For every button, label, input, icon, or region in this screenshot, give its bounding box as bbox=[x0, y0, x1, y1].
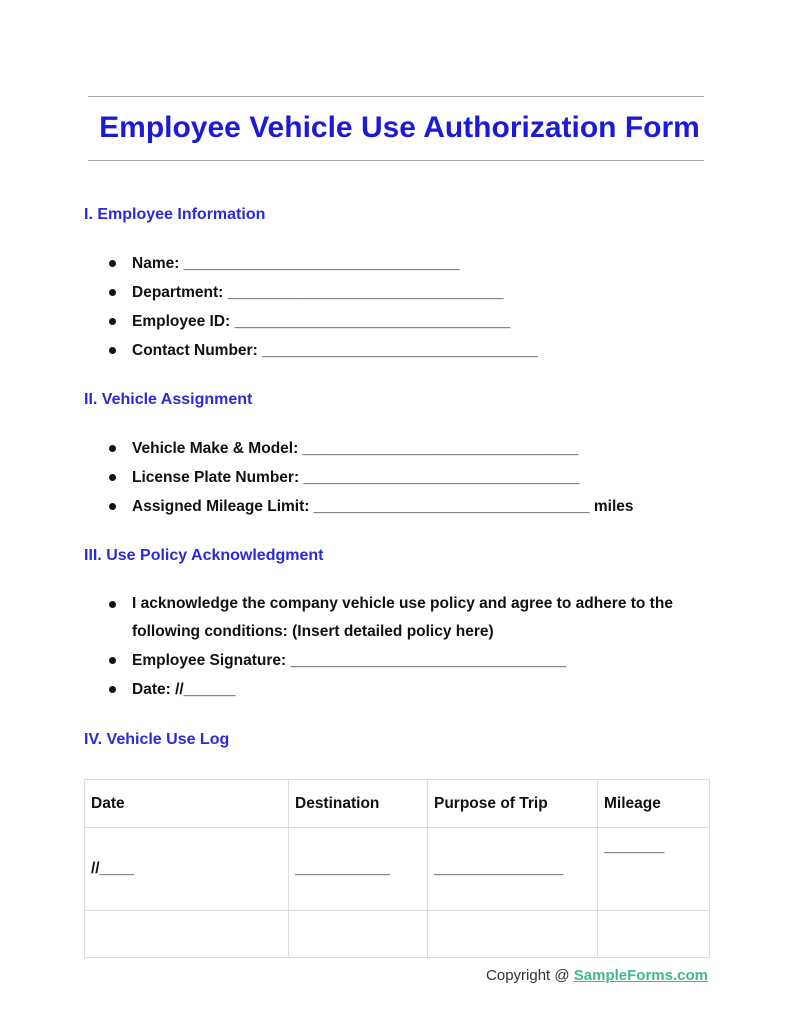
table-cell: _______________ bbox=[428, 828, 598, 911]
field-name: Name: ________________________________ bbox=[132, 255, 460, 272]
table-cell: //____ bbox=[85, 828, 289, 911]
bullet-icon bbox=[109, 686, 116, 693]
table-row bbox=[85, 911, 710, 958]
title-top-rule bbox=[88, 96, 704, 97]
field-vehicle-make-model: Vehicle Make & Model: ________________________________ bbox=[132, 440, 579, 457]
bullet-icon bbox=[109, 289, 116, 296]
vehicle-assignment-list bbox=[84, 434, 704, 521]
field-contact-number: Contact Number: ________________________________ bbox=[132, 342, 538, 359]
bullet-icon bbox=[109, 503, 116, 510]
brand-link[interactable]: SampleForms.com bbox=[573, 967, 708, 984]
page-title: Employee Vehicle Use Authorization Form bbox=[99, 111, 700, 144]
field-license-plate: License Plate Number: ________________________________ bbox=[132, 469, 580, 486]
title-bottom-rule bbox=[88, 160, 704, 161]
bullet-icon bbox=[109, 347, 116, 354]
copyright-footer bbox=[486, 966, 708, 986]
table-cell bbox=[289, 911, 428, 958]
field-employee-signature: Employee Signature: ________________________________ bbox=[132, 652, 567, 669]
table-row bbox=[85, 828, 710, 911]
field-employee-id: Employee ID: ________________________________ bbox=[132, 313, 511, 330]
bullet-icon bbox=[109, 318, 116, 325]
vehicle-use-log-table bbox=[84, 779, 710, 958]
employee-information-list bbox=[84, 249, 704, 365]
list-item bbox=[84, 434, 704, 463]
section-heading-vehicle-use-log: IV. Vehicle Use Log bbox=[84, 731, 230, 748]
section-heading-vehicle-assignment: II. Vehicle Assignment bbox=[84, 391, 253, 408]
section-heading-use-policy: III. Use Policy Acknowledgment bbox=[84, 547, 324, 564]
list-item bbox=[84, 675, 704, 704]
copyright-prefix: Copyright @ bbox=[486, 967, 574, 984]
list-item bbox=[84, 492, 704, 521]
list-item bbox=[84, 307, 704, 336]
section-heading-employee-information: I. Employee Information bbox=[84, 206, 266, 223]
column-header-date: Date bbox=[85, 780, 289, 828]
table-cell bbox=[85, 911, 289, 958]
column-header-mileage: Mileage bbox=[598, 780, 710, 828]
column-header-destination: Destination bbox=[289, 780, 428, 828]
list-item bbox=[84, 249, 704, 278]
column-header-purpose: Purpose of Trip bbox=[428, 780, 598, 828]
policy-acknowledgment-text: I acknowledge the company vehicle use policy and agree to adhere to the following conditions: (Insert detailed policy here) bbox=[132, 595, 673, 640]
table-header-row bbox=[85, 780, 710, 828]
list-item bbox=[84, 336, 704, 365]
bullet-icon bbox=[109, 260, 116, 267]
list-item bbox=[84, 278, 704, 307]
field-date: Date: //______ bbox=[132, 681, 236, 698]
table-cell bbox=[428, 911, 598, 958]
table-cell: ___________ bbox=[289, 828, 428, 911]
bullet-icon bbox=[109, 601, 116, 608]
table-cell bbox=[598, 911, 710, 958]
list-item bbox=[84, 590, 704, 646]
table-cell: _______ bbox=[598, 828, 710, 911]
field-department: Department: ________________________________ bbox=[132, 284, 504, 301]
bullet-icon bbox=[109, 657, 116, 664]
list-item bbox=[84, 646, 704, 675]
field-mileage-limit: Assigned Mileage Limit: ________________________________ miles bbox=[132, 498, 634, 515]
use-policy-list bbox=[84, 590, 704, 704]
bullet-icon bbox=[109, 474, 116, 481]
bullet-icon bbox=[109, 445, 116, 452]
list-item bbox=[84, 463, 704, 492]
